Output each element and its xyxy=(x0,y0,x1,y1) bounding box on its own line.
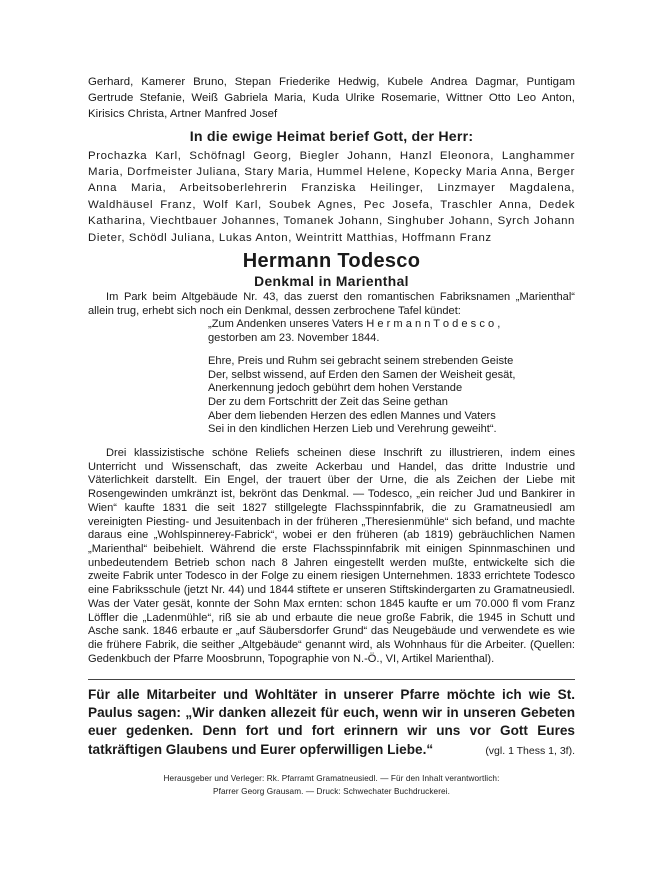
poem-line: Sei in den kindlichen Herzen Lieb und Verehrung geweiht“. xyxy=(208,423,497,436)
article-title: Hermann Todesco xyxy=(242,250,421,273)
names-list-1: Gerhard, Kamerer Bruno, Stepan Friederike Hedwig, Kubele Andrea Dagmar, Puntigam Gertrude Stefanie, Weiß Gabriela Maria, Kuda Ulrike Rosemarie, Wittner Otto Leo Anton, Kirisics Christa, Artner Manfred Josef xyxy=(88,76,575,121)
poem-line: Anerkennung jedoch gebührt dem hohen Verstande xyxy=(208,382,463,395)
article-body: Drei klassizistische schöne Reliefs scheinen diese Inschrift zu illustrieren, indem eines Unterricht und Wissenschaft, das zweite Ackerbau und Handel, das dritte Industrie und Väterlichkeit darstellt. Ein Engel, der trauert über der Urne, die als Zeichen der Liebe mit Rosengewinden umkränzt ist, bekrönt das Denkmal. — Todesco, „ein reicher Jud und Bankirer in Wien“ kaufte 1831 die seit 1827 stillgelegte Flachsspinnfabrik, die zu Gramatneusiedl am vereinigten Piesting- und Jesuitenbach in der früheren „Theresienmühle“ sich befand, und machte daraus eine „Wohlspinnerey-Fabrick“, wobei er den früheren (ab 1819) gebräuchlichen Namen „Marienthal“ beibehielt. Während die erste Flachsspinnfabrik mit einigen Spinnmaschinen und unbedeutendem Betrieb schon nach 8 Jahren eingestellt werden mußte, entwickelte sich die zweite Fabrik unter Todesco in der Folge zu einem riesigen Unternehmen. 1833 errichtete Todesco eine Fabriksschule (jetzt Nr. 44) und 1844 stiftete er unseren Stiftskindergarten zu Gramatneusiedl. Was der Vater gesät, konnte der Sohn Max ernten: schon 1845 kaufte er um 70.000 fl vom Franz Löffler die „Ladenmühle“, riß sie ab und erbaute die neue große Fabrik, die 1945 in Schutt und Asche sank. 1846 erbaute er „auf Säubersdorfer Grund“ das Neugebäude und verwendete es wie die frühere Fabrik, die seither „Altgebäude“ genannt wird, als Wohnhaus für die Arbeiter. (Quellen: Gedenkbuch der Pfarre Moosbrunn, Topographie von N.-Ö., VI, Artikel Marienthal). xyxy=(88,447,575,665)
closing-block xyxy=(88,686,575,760)
poem-line: Ehre, Preis und Ruhm sei gebracht seinem strebenden Geiste xyxy=(208,354,514,367)
page-body xyxy=(88,74,575,666)
poem-line: Der zu dem Fortschritt der Zeit das Seine gethan xyxy=(208,395,448,408)
article-intro: Im Park beim Altgebäude Nr. 43, das zuerst den romantischen Fabriksnamen „Marienthal“ allein trug, erhebt sich noch ein Denkmal, dessen zerbrochene Tafel kündet: xyxy=(88,291,575,317)
inscription-poem xyxy=(208,318,575,437)
divider-rule xyxy=(88,679,575,680)
poem-line: gestorben am 23. November 1844. xyxy=(208,332,380,345)
poem-line: Aber dem liebenden Herzen des edlen Mannes und Vaters xyxy=(208,409,496,422)
closing-text xyxy=(88,686,575,759)
deceased-heading: In die ewige Heimat berief Gott, der Herr: xyxy=(189,128,474,145)
poem-line: Der, selbst wissend, auf Erden den Samen der Weisheit gesät, xyxy=(208,368,516,381)
imprint xyxy=(88,772,575,798)
article-subtitle: Denkmal in Marienthal xyxy=(254,274,409,290)
names-list-deceased: Prochazka Karl, Schöfnagl Georg, Biegler Johann, Hanzl Eleonora, Langhammer Maria, Dorfmeister Juliana, Stary Maria, Hummel Helene, Kopecky Maria Anna, Berger Anna Maria, Arbeitsoberlehrerin Franziska Heilinger, Linzmayer Magdalena, Waldhäusel Franz, Wolf Karl, Soubek Agnes, Pec Josefa, Traschler Anna, Dedek Katharina, Viechtbauer Johannes, Tomanek Johann, Singhuber Johann, Syrch Johann Dieter, Schödl Juliana, Lukas Anton, Weintritt Matthias, Hoffmann Franz xyxy=(88,149,575,244)
closing-message: Für alle Mitarbeiter und Wohltäter in unserer Pfarre möchte ich wie St. Paulus sagen: „Wir danken allezeit für euch, wenn wir in unseren Gebeten euer gedenken. Denn fort und fort erinnern wir uns vor Gott Eures tatkräftigen Glaubens und Eurer opferwilligen Liebe.“ xyxy=(88,687,575,757)
imprint-line: Pfarrer Georg Grausam. — Druck: Schwechater Buchdruckerei. xyxy=(213,787,450,796)
poem-line: „Zum Andenken unseres Vaters H e r m a n n T o d e s c o , xyxy=(208,318,501,331)
imprint-line: Herausgeber und Verleger: Rk. Pfarramt Gramatneusiedl. — Für den Inhalt verantwortlich: xyxy=(163,774,500,783)
closing-citation: (vgl. 1 Thess 1, 3f). xyxy=(485,744,575,757)
